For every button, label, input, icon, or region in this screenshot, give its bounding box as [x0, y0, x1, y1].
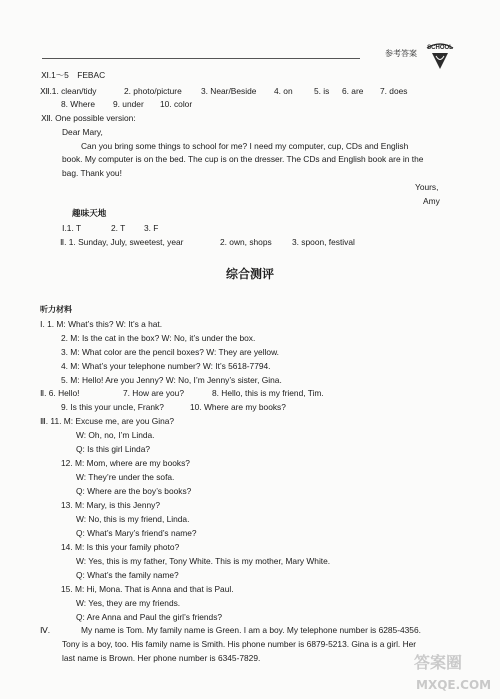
- listening-line: Q: What’s the family name?: [76, 570, 179, 580]
- xii-5: 5. is: [314, 86, 330, 96]
- listening-line: W: Yes, this is my father, Tony White. This is my mother, Mary White.: [76, 556, 331, 566]
- listening-line: Ⅱ. 6. Hello!: [40, 388, 80, 398]
- fun-answer: 2. T: [111, 223, 126, 233]
- listening-line: Tony is a boy, too. His family name is Smith. His phone number is 6879-5213. Gina is a girl. Her: [62, 639, 417, 649]
- fun-answer: 3. F: [144, 223, 159, 233]
- header-rule: [42, 58, 360, 59]
- fun-answer: 3. spoon, festival: [292, 237, 355, 247]
- listening-line: Q: Is this girl Linda?: [76, 444, 151, 454]
- listening-line: W: Oh, no, I’m Linda.: [76, 430, 155, 440]
- part4-label: Ⅳ.: [40, 625, 51, 635]
- school-logo-icon: [422, 38, 458, 74]
- listening-line: W: No, this is my friend, Linda.: [76, 514, 190, 524]
- xii-8: 8. Where: [61, 99, 95, 109]
- listening-title: 听力材料: [40, 305, 72, 314]
- logo-text: SCHOOL: [427, 45, 453, 51]
- fun-answer: Ⅰ.1. T: [62, 223, 82, 233]
- header-label: 参考答案: [385, 49, 417, 58]
- xii-7: 7. does: [380, 86, 408, 96]
- review-title: 综合测评: [225, 267, 274, 281]
- xii-10: 10. color: [160, 99, 193, 109]
- listening-line: last name is Brown. Her phone number is 6345-7829.: [62, 653, 261, 663]
- letter-greeting: Dear Mary,: [62, 127, 103, 137]
- listening-line: 7. How are you?: [123, 388, 184, 398]
- fun-section-title: 趣味天地: [72, 209, 107, 219]
- listening-line: 10. Where are my books?: [190, 402, 286, 412]
- xii-3: 3. Near/Beside: [201, 86, 257, 96]
- xii-4: 4. on: [274, 86, 293, 96]
- letter-line: book. My computer is on the bed. The cup is on the dresser. The CDs and English book are in the: [62, 154, 424, 164]
- listening-line: 12. M: Mom, where are my books?: [61, 458, 190, 468]
- letter-signature: Amy: [423, 196, 440, 206]
- xii-9: 9. under: [113, 99, 144, 109]
- watermark-top: 答案圈: [414, 653, 463, 672]
- listening-line: 8. Hello, this is my friend, Tim.: [212, 388, 324, 398]
- listening-line: My name is Tom. My family name is Green. I am a boy. My telephone number is 6285-4356.: [81, 625, 421, 635]
- watermark-bottom: MXQE.COM: [416, 678, 492, 692]
- listening-line: Q: Where are the boy’s books?: [76, 486, 192, 496]
- fun-answer: 2. own, shops: [220, 237, 272, 247]
- answer-xi: Ⅺ.1～5 FEBAC: [41, 70, 106, 80]
- xiii-title: Ⅻ. One possible version:: [41, 113, 136, 123]
- letter-sign-off: Yours,: [415, 182, 439, 192]
- listening-line: 5. M: Hello! Are you Jenny? W: No, I’m Jenny’s sister, Gina.: [61, 375, 282, 385]
- listening-line: 13. M: Mary, is this Jenny?: [61, 500, 160, 510]
- xii-6: 6. are: [342, 86, 364, 96]
- listening-line: 3. M: What color are the pencil boxes? W: They are yellow.: [61, 347, 280, 357]
- listening-line: 15. M: Hi, Mona. That is Anna and that is Paul.: [61, 584, 234, 594]
- listening-line: W: Yes, they are my friends.: [76, 598, 181, 608]
- listening-line: Q: What’s Mary’s friend’s name?: [76, 528, 197, 538]
- listening-line: 4. M: What’s your telephone number? W: It’s 5618-7794.: [61, 361, 271, 371]
- xii-1: Ⅻ.1. clean/tidy: [40, 86, 97, 96]
- listening-line: 2. M: Is the cat in the box? W: No, it’s under the box.: [61, 333, 256, 343]
- letter-line: bag. Thank you!: [62, 168, 122, 178]
- listening-line: Q: Are Anna and Paul the girl’s friends?: [76, 612, 223, 622]
- listening-line: Ⅲ. 11. M: Excuse me, are you Gina?: [40, 416, 175, 426]
- watermark: [408, 655, 498, 697]
- letter-line: Can you bring some things to school for me? I need my computer, cup, CDs and English: [81, 141, 409, 151]
- listening-line: 9. Is this your uncle, Frank?: [61, 402, 164, 412]
- xii-2: 2. photo/picture: [124, 86, 182, 96]
- fun-answer: Ⅱ. 1. Sunday, July, sweetest, year: [60, 237, 184, 247]
- listening-line: W: They’re under the sofa.: [76, 472, 175, 482]
- listening-line: Ⅰ. 1. M: What’s this? W: It’s a hat.: [40, 319, 163, 329]
- listening-line: 14. M: Is this your family photo?: [61, 542, 180, 552]
